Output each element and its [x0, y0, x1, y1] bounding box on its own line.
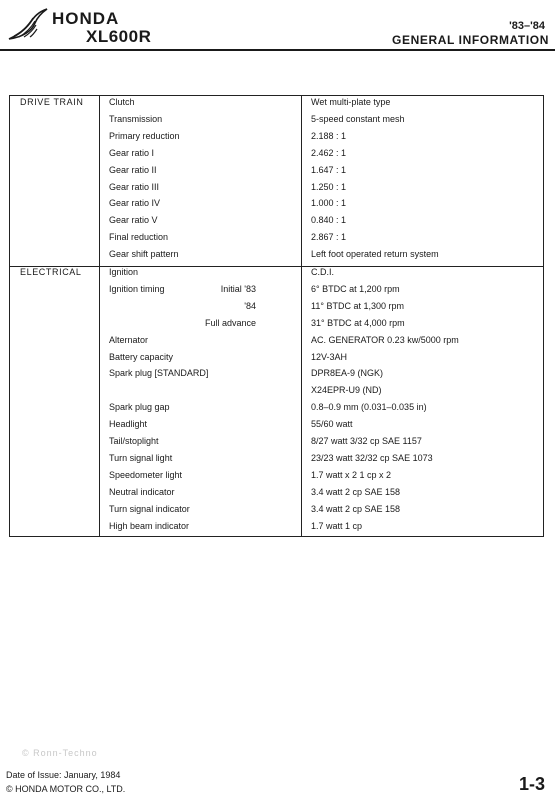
- spec-row: [10, 182, 543, 199]
- spec-value: Left foot operated return system: [311, 249, 439, 260]
- spec-value: 55/60 watt: [311, 419, 353, 430]
- spec-label: Turn signal light: [109, 452, 173, 463]
- spec-row: [10, 232, 543, 249]
- spec-row: [10, 267, 543, 284]
- spec-label: Alternator: [109, 334, 149, 345]
- spec-label: Ignition: [109, 267, 139, 277]
- spec-value: 1.7 watt 1 cp: [311, 520, 363, 531]
- spec-value: 1.647 : 1: [311, 164, 347, 175]
- spec-row: [10, 453, 543, 470]
- spec-label: Headlight: [109, 419, 148, 430]
- spec-row: [10, 318, 543, 335]
- spec-row: [10, 368, 543, 385]
- brand-name: HONDA: [52, 9, 120, 28]
- spec-value: AC. GENERATOR 0.23 kw/5000 rpm: [311, 334, 459, 345]
- spec-value: 2.188 : 1: [311, 130, 347, 141]
- spec-label: Speedometer light: [109, 469, 183, 480]
- model-years: '83–'84: [509, 20, 545, 32]
- spec-label: High beam indicator: [109, 520, 190, 531]
- spec-value: 12V-3AH: [311, 351, 348, 362]
- spec-value: 23/23 watt 32/32 cp SAE 1073: [311, 452, 433, 463]
- section-title: GENERAL INFORMATION: [392, 33, 549, 47]
- spec-value: 2.462 : 1: [311, 147, 347, 158]
- spec-value: 5-speed constant mesh: [311, 113, 405, 124]
- spec-sublabel: Full advance: [204, 317, 256, 328]
- spec-row: [10, 131, 543, 148]
- spec-label: Turn signal indicator: [109, 503, 190, 514]
- spec-value: 0.840 : 1: [311, 215, 347, 226]
- spec-row: [10, 521, 543, 538]
- spec-value: 1.250 : 1: [311, 181, 347, 192]
- spec-row: [10, 352, 543, 369]
- page-number: 1-3: [518, 774, 545, 794]
- spec-value: 3.4 watt 2 cp SAE 158: [311, 503, 401, 514]
- spec-row: [10, 249, 543, 266]
- spec-label: Ignition timing: [109, 283, 165, 294]
- spec-value: Wet multi-plate type: [311, 97, 391, 107]
- copyright: © HONDA MOTOR CO., LTD.: [6, 784, 126, 794]
- spec-label: Primary reduction: [109, 130, 180, 141]
- category-label: DRIVE TRAIN: [20, 97, 84, 107]
- spec-label: Gear shift pattern: [109, 249, 179, 260]
- spec-row: [10, 165, 543, 182]
- spec-value: 1.000 : 1: [311, 198, 347, 209]
- spec-value: 3.4 watt 2 cp SAE 158: [311, 486, 401, 497]
- spec-row: [10, 97, 543, 114]
- spec-label: Battery capacity: [109, 351, 174, 362]
- spec-value: X24EPR-U9 (ND): [311, 385, 382, 396]
- spec-row: [10, 470, 543, 487]
- spec-label: Gear ratio III: [109, 181, 160, 192]
- honda-wing-logo-icon: [6, 6, 50, 42]
- spec-row: [10, 436, 543, 453]
- spec-row: [10, 487, 543, 504]
- spec-label: Gear ratio II: [109, 164, 157, 175]
- spec-row: [10, 301, 543, 318]
- spec-value: 6° BTDC at 1,200 rpm: [311, 283, 400, 294]
- spec-sublabel: '84: [244, 300, 256, 311]
- spec-label: Gear ratio V: [109, 215, 158, 226]
- spec-label: Gear ratio IV: [109, 198, 161, 209]
- spec-value: 2.867 : 1: [311, 232, 347, 243]
- spec-label: Spark plug [STANDARD]: [109, 368, 209, 379]
- spec-label: Tail/stoplight: [109, 436, 159, 446]
- model-name: XL600R: [86, 27, 152, 46]
- category-label: ELECTRICAL: [20, 267, 82, 277]
- spec-row: [10, 419, 543, 436]
- spec-label: Final reduction: [109, 232, 169, 243]
- spec-value: 8/27 watt 3/32 cp SAE 1157: [311, 436, 422, 446]
- spec-row: [10, 385, 543, 402]
- spec-value: 0.8–0.9 mm (0.031–0.035 in): [311, 402, 427, 413]
- header-rule: [0, 49, 555, 51]
- watermark: © Ronn-Techno: [22, 748, 98, 758]
- spec-value: DPR8EA-9 (NGK): [311, 368, 384, 379]
- spec-sublabel: Initial '83: [220, 283, 256, 294]
- spec-value: 31° BTDC at 4,000 rpm: [311, 317, 405, 328]
- issue-date: Date of Issue: January, 1984: [6, 770, 121, 780]
- spec-row: [10, 504, 543, 521]
- spec-row: [10, 215, 543, 232]
- spec-row: [10, 284, 543, 301]
- spec-row: [10, 402, 543, 419]
- spec-row: [10, 148, 543, 165]
- spec-row: [10, 335, 543, 352]
- spec-label: Neutral indicator: [109, 486, 175, 497]
- spec-label: Spark plug gap: [109, 402, 170, 413]
- spec-value: 1.7 watt x 2 1 cp x 2: [311, 469, 392, 480]
- spec-value: 11° BTDC at 1,300 rpm: [311, 300, 404, 311]
- spec-label: Transmission: [109, 113, 163, 124]
- spec-table: [9, 95, 544, 537]
- spec-label: Clutch: [109, 97, 135, 107]
- spec-label: Gear ratio I: [109, 147, 155, 158]
- spec-row: [10, 198, 543, 215]
- spec-value: C.D.I.: [311, 267, 335, 277]
- spec-row: [10, 114, 543, 131]
